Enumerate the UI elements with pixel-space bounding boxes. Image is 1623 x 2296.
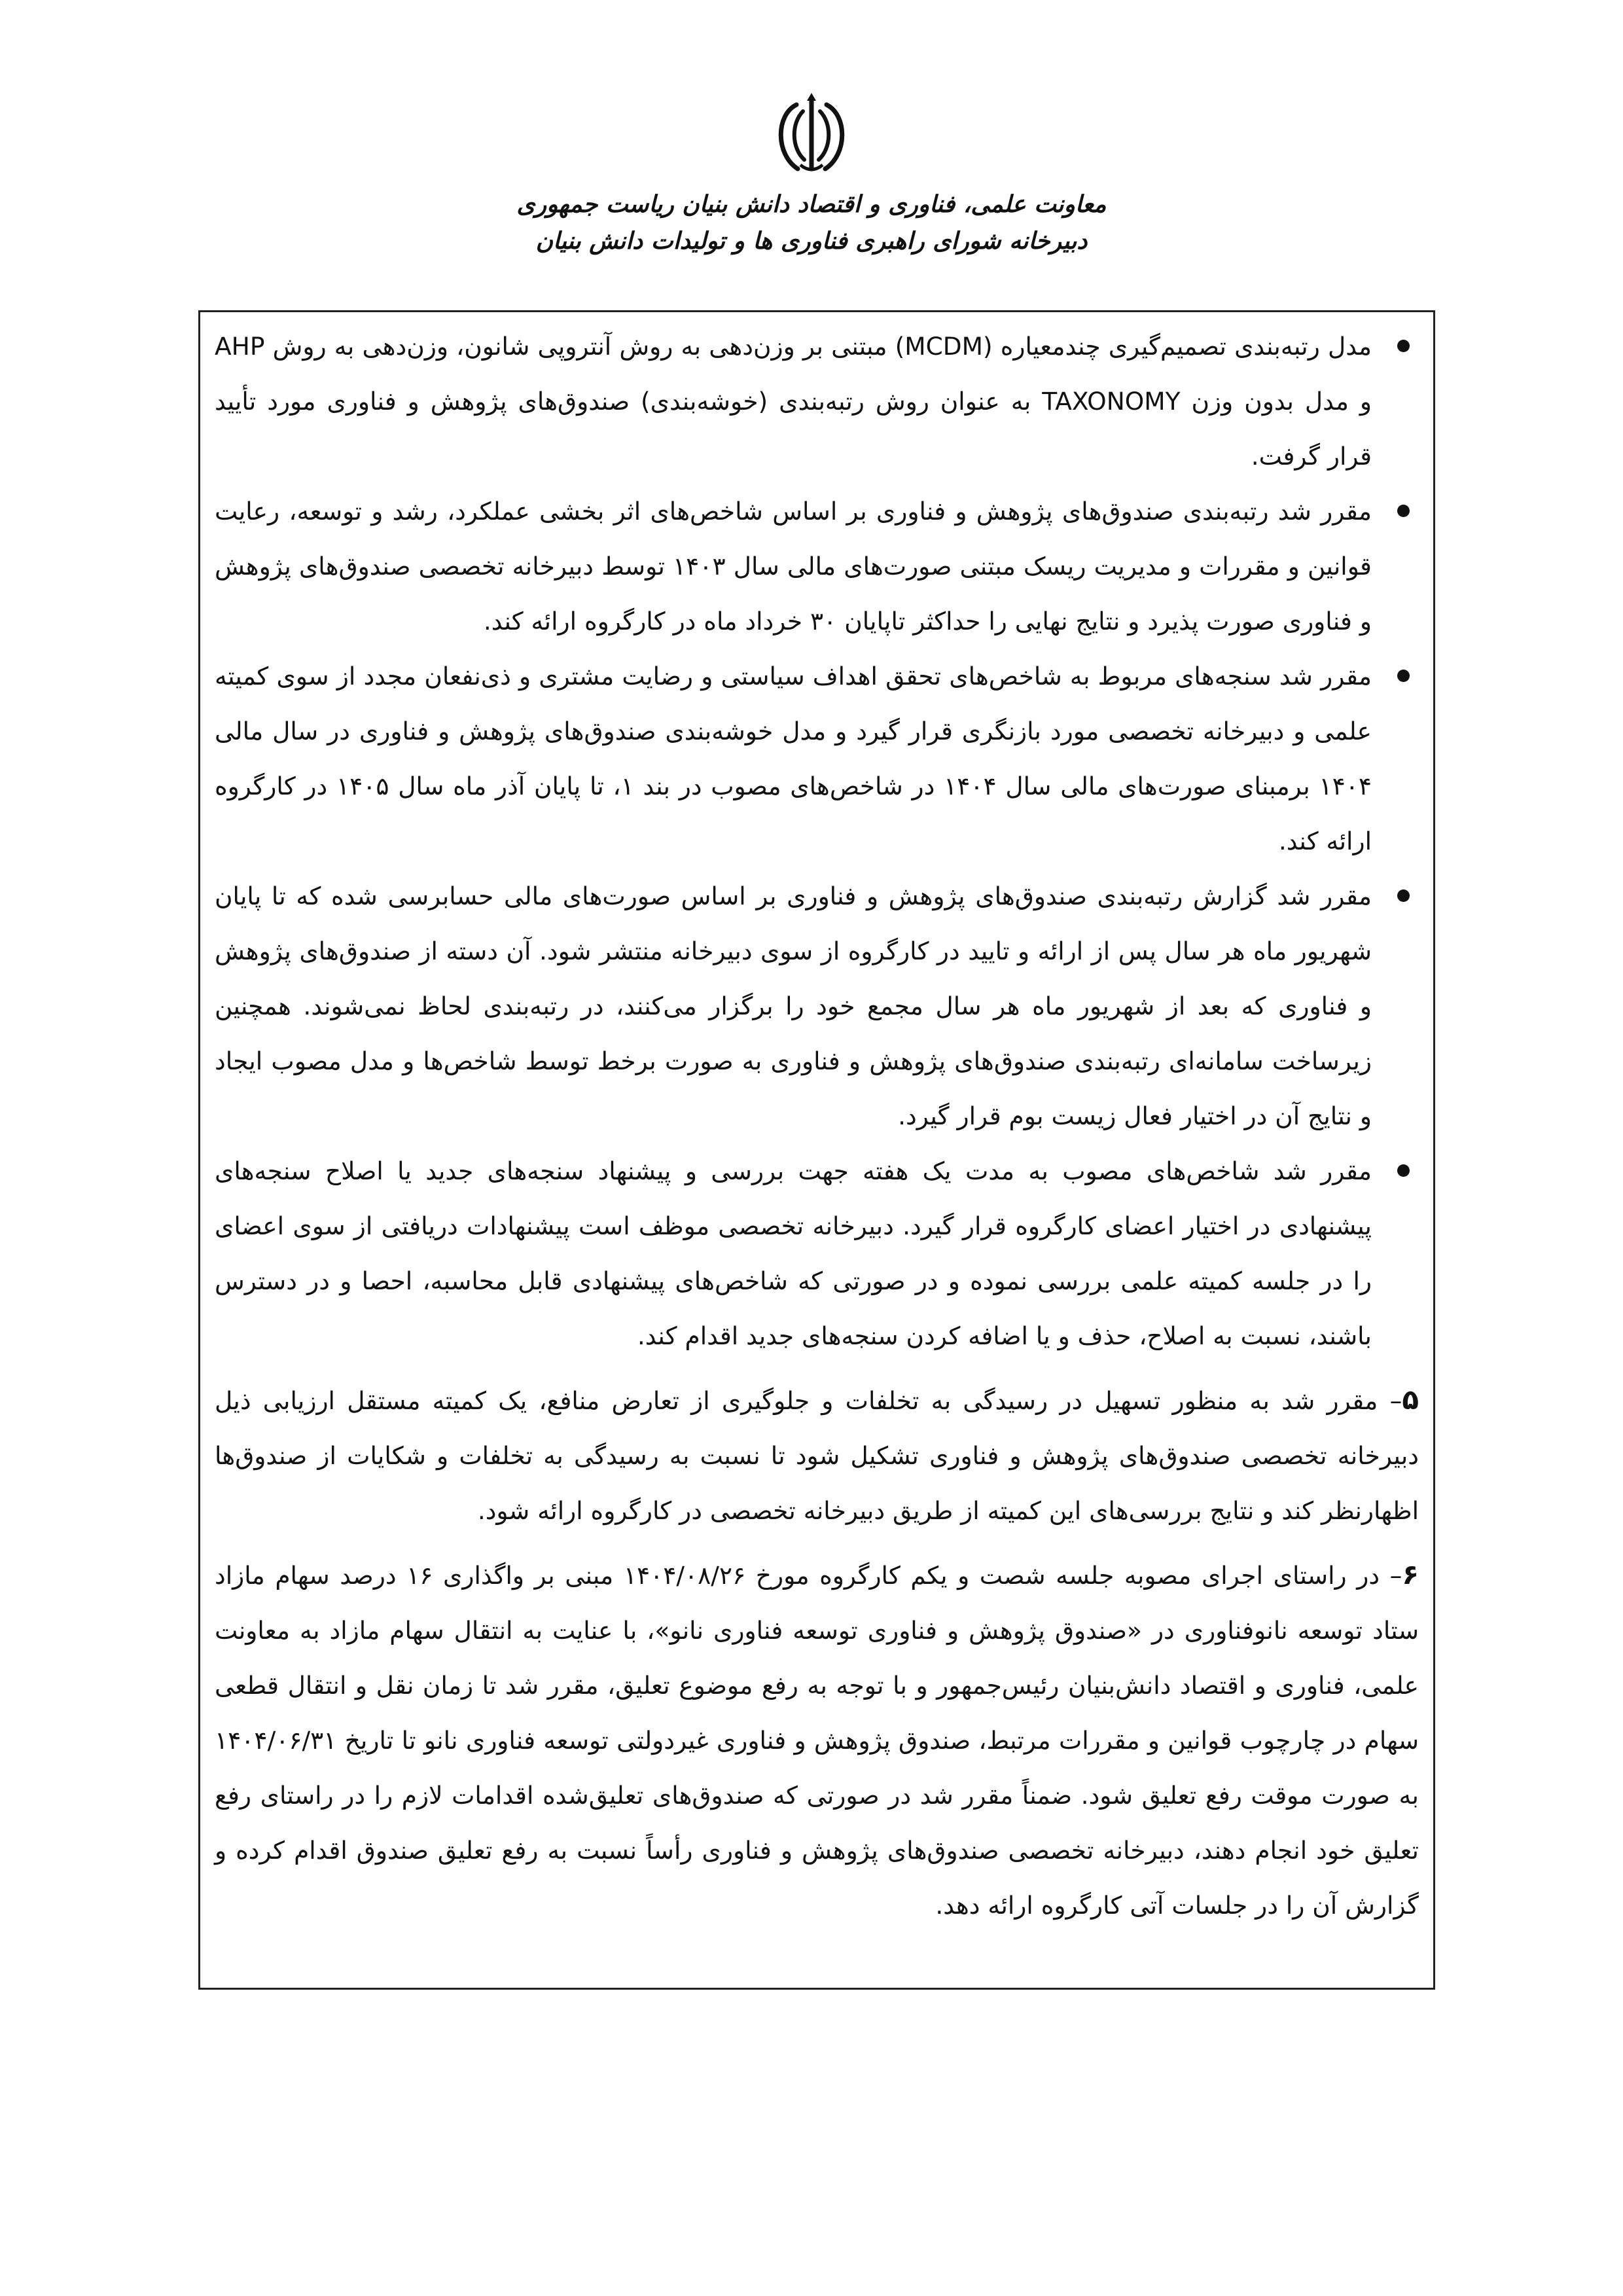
bullet-text: مقرر شد رتبه‌بندی صندوق‌های پژوهش و فناوری بر اساس شاخص‌های اثر بخشی عملکرد، رشد و توسعه، رعایت قوانین و مقررات و مدیریت ریسک مبتنی صورت‌های مالی سال ۱۴۰۳ توسط دبیرخانه تخصصی صندوق‌های پژوهش و فناوری صورت پذیرد و نتایج نهایی را حداکثر تاپایان ۳۰ خرداد ماه در کارگروه ارائه کند. bbox=[215, 497, 1372, 636]
resolution-paragraph-5 bbox=[215, 1372, 1419, 1538]
minutes-body bbox=[198, 310, 1435, 1990]
bullet-item bbox=[215, 1143, 1419, 1363]
letterhead bbox=[0, 92, 1623, 259]
bullet-item bbox=[215, 484, 1419, 649]
bullet-text: مقرر شد سنجه‌های مربوط به شاخص‌های تحقق اهداف سیاستی و رضایت مشتری و ذی‌نفعان مجدد از سوی کمیته علمی و دبیرخانه تخصصی مورد بازنگری قرار گیرد و مدل خوشه‌بندی صندوق‌های پژوهش و فناوری در سال مالی ۱۴۰۴ برمبنای صورت‌های مالی سال ۱۴۰۴ در شاخص‌های مصوب در بند ۱، تا پایان آذر ماه سال ۱۴۰۵ در کارگروه ارائه کند. bbox=[215, 662, 1372, 855]
decision-bullet-list bbox=[215, 319, 1419, 1363]
bullet-text: مقرر شد گزارش رتبه‌بندی صندوق‌های پژوهش و فناوری بر اساس صورت‌های مالی حسابرسی شده که تا پایان شهریور ماه هر سال پس از ارائه و تایید در کارگروه از سوی دبیرخانه منتشر شود. آن دسته از صندوق‌های پژوهش و فناوری که بعد از شهریور ماه هر سال مجمع خود را برگزار می‌کنند، در رتبه‌بندی لحاظ نمی‌شوند. همچنین زیرساخت سامانه‌ای رتبه‌بندی صندوق‌های پژوهش و فناوری به صورت برخط توسط شاخص‌ها و مدل مصوب ایجاد و نتایج آن در اختیار فعال زیست بوم قرار گیرد. bbox=[215, 882, 1372, 1130]
bullet-item bbox=[215, 869, 1419, 1143]
iran-emblem-icon bbox=[769, 92, 854, 177]
bullet-icon bbox=[1397, 505, 1410, 517]
paragraph-text: – در راستای اجرای مصوبه جلسه شصت و یکم کارگروه مورخ ۱۴۰۴/۰۸/۲۶ مبنی بر واگذاری ۱۶ درصد سهام مازاد ستاد توسعه نانوفناوری در «صندوق پژوهش و فناوری توسعه فناوری نانو»، با عنایت به انتقال سهام مازاد به معاونت علمی، فناوری و اقتصاد دانش‌بنیان رئیس‌جمهور و با توجه به رفع موضوع تعلیق، مقرر شد تا زمان نقل و انتقال قطعی سهام در چارچوب قوانین و مقررات مرتبط، صندوق پژوهش و فناوری غیردولتی توسعه فناوری نانو تا تاریخ ۱۴۰۴/۰۶/۳۱ به صورت موقت رفع تعلیق شود. ضمناً مقرر شد در صورتی که صندوق‌های تعلیق‌شده اقدامات لازم را در راستای رفع تعلیق خود انجام دهند، دبیرخانه تخصصی صندوق‌های پژوهش و فناوری رأساً نسبت به رفع تعلیق صندوق اقدام کرده و گزارش آن را در جلسات آتی کارگروه ارائه دهد. bbox=[215, 1561, 1419, 1920]
bullet-icon bbox=[1397, 1164, 1410, 1177]
bullet-icon bbox=[1397, 670, 1410, 682]
paragraph-number: ۵ bbox=[1402, 1384, 1419, 1416]
paragraph-number: ۶ bbox=[1402, 1558, 1419, 1590]
bullet-text: مقرر شد شاخص‌های مصوب به مدت یک هفته جهت بررسی و پیشنهاد سنجه‌های جدید یا اصلاح سنجه‌های پیشنهادی در اختیار اعضای کارگروه قرار گیرد. دبیرخانه تخصصی موظف است پیشنهادات دریافتی از سوی اعضای را در جلسه کمیته علمی بررسی نموده و در صورتی که شاخص‌های پیشنهادی قابل محاسبه، احصا و در دسترس باشند، نسبت به اصلاح، حذف و یا اضافه کردن سنجه‌های جدید اقدام کند. bbox=[215, 1157, 1372, 1350]
resolution-paragraph-6 bbox=[215, 1547, 1419, 1933]
organization-name: معاونت علمی، فناوری و اقتصاد دانش بنیان ریاست جمهوری bbox=[516, 190, 1107, 218]
bullet-item bbox=[215, 319, 1419, 484]
secretariat-name: دبیرخانه شورای راهبری فناوری ها و تولیدات دانش بنیان bbox=[535, 227, 1088, 255]
bullet-item bbox=[215, 649, 1419, 869]
bullet-icon bbox=[1397, 889, 1410, 902]
bullet-text: مدل رتبه‌بندی تصمیم‌گیری چندمعیاره (MCDM) مبتنی بر وزن‌دهی به روش آنتروپی شانون، وزن‌دهی به روش AHP و مدل بدون وزن TAXONOMY به عنوان روش رتبه‌بندی (خوشه‌بندی) صندوق‌های پژوهش و فناوری مورد تأیید قرار گرفت. bbox=[215, 332, 1372, 471]
paragraph-text: – مقرر شد به منظور تسهیل در رسیدگی به تخلفات و جلوگیری از تعارض منافع، یک کمیته مستقل ارزیابی ذیل دبیرخانه تخصصی صندوق‌های پژوهش و فناوری تشکیل شود تا نسبت به رسیدگی به تخلفات و شکایات از صندوق‌ها اظهارنظر کند و نتایج بررسی‌های این کمیته از طریق دبیرخانه تخصصی در کارگروه ارائه شود. bbox=[215, 1386, 1419, 1525]
bullet-icon bbox=[1397, 340, 1410, 352]
